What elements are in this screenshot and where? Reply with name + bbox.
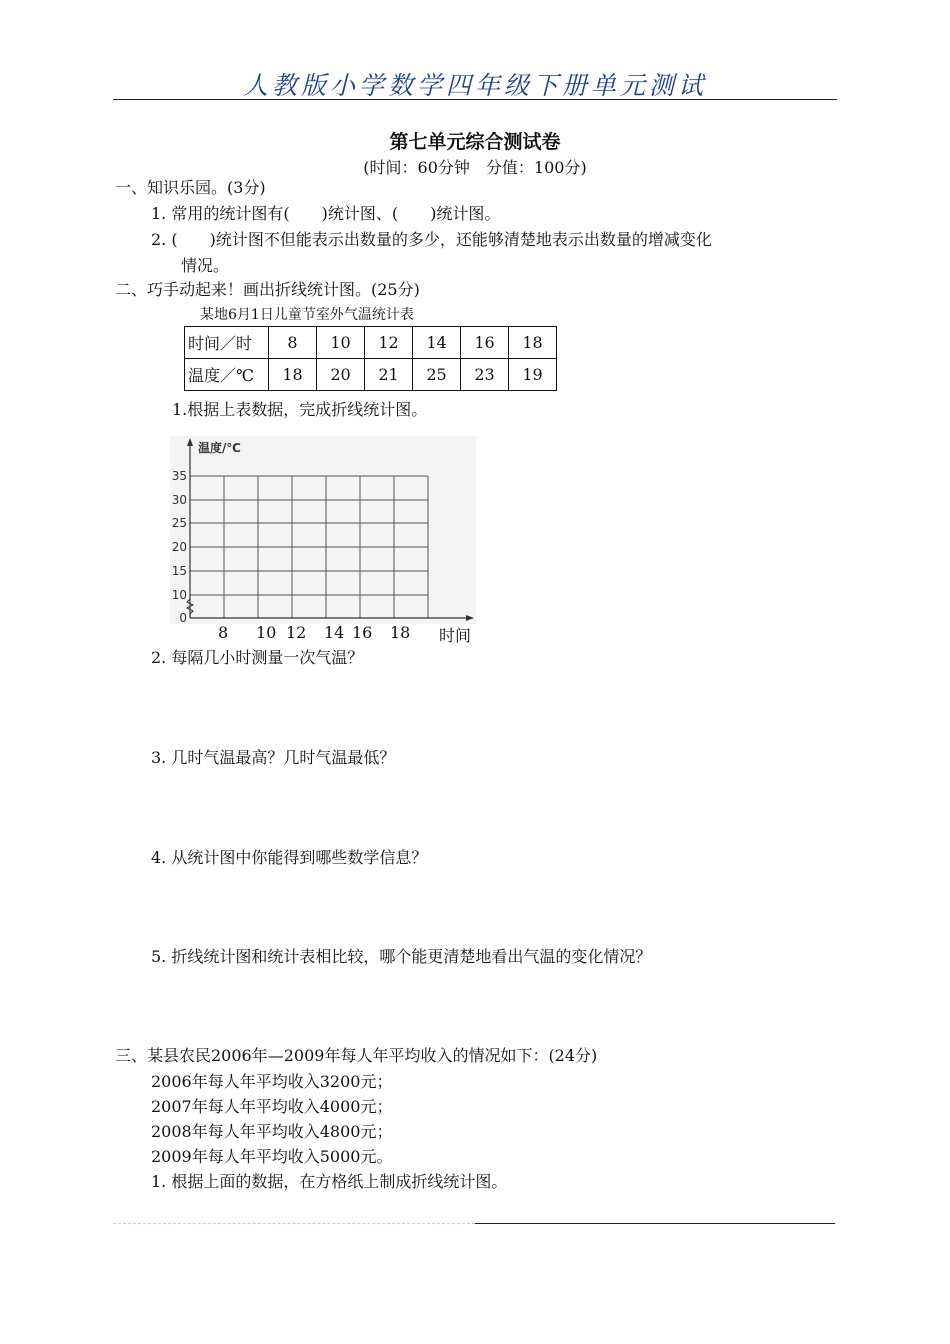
x-tick-label: 14 [324, 623, 345, 642]
section2-question-4: 4. 从统计图中你能得到哪些数学信息？ [151, 848, 428, 867]
table-cell: 14 [413, 327, 461, 359]
chart-grid [190, 476, 428, 618]
table-cell: 20 [317, 359, 365, 391]
y-tick-label: 35 [171, 469, 187, 483]
x-tick-label: 10 [256, 623, 277, 642]
income-line: 2009年每人年平均收入5000元。 [151, 1147, 393, 1166]
y-tick-label: 20 [171, 540, 187, 554]
page-subtitle: (时间：60分钟 分值：100分) [363, 158, 587, 177]
income-line: 2006年每人年平均收入3200元； [151, 1072, 393, 1091]
section2-question-1: 1.根据上表数据，完成折线统计图。 [172, 400, 428, 419]
x-tick-label: 12 [286, 623, 307, 642]
table-cell: 8 [269, 327, 317, 359]
income-line: 2008年每人年平均收入4800元； [151, 1122, 393, 1141]
table-cell: 19 [509, 359, 557, 391]
temperature-table [184, 326, 557, 391]
section2-question-3: 3. 几时气温最高？几时气温最低？ [151, 748, 396, 767]
table-row-label: 时间／时 [185, 327, 269, 359]
section1-heading: 一、知识乐园。(3分) [115, 178, 266, 197]
section1-question-2-line1: 2. ( )统计图不但能表示出数量的多少，还能够清楚地表示出数量的增减变化 [151, 230, 712, 249]
table-row [185, 359, 557, 391]
y-tick-label: 25 [171, 516, 187, 530]
y-tick-labels [172, 469, 187, 624]
y-tick-label: 0 [179, 611, 187, 624]
table-caption: 某地6月1日儿童节室外气温统计表 [200, 307, 414, 323]
page-title: 第七单元综合测试卷 [389, 131, 561, 153]
table-cell: 25 [413, 359, 461, 391]
header-title: 人教版小学数学四年级下册单元测试 [242, 71, 707, 100]
footer-divider-left [113, 1223, 475, 1224]
x-tick-label: 18 [390, 623, 411, 642]
section3-heading: 三、某县农民2006年—2009年每人年平均收入的情况如下：(24分) [115, 1046, 598, 1065]
x-tick-label: 8 [218, 623, 229, 642]
y-tick-label: 15 [171, 564, 187, 578]
y-axis-label: 温度/℃ [198, 441, 241, 455]
line-chart-area [170, 436, 476, 624]
y-tick-label: 10 [171, 588, 187, 602]
section1-question-2-line2: 情况。 [181, 256, 230, 275]
header-divider [113, 99, 837, 100]
table-row [185, 327, 557, 359]
x-axis-arrow [466, 615, 474, 621]
section3-question-1: 1. 根据上面的数据，在方格纸上制成折线统计图。 [151, 1172, 508, 1191]
table-row-label: 温度／℃ [185, 359, 269, 391]
line-chart [170, 436, 476, 624]
section1-question-1: 1. 常用的统计图有( )统计图、( )统计图。 [151, 204, 501, 223]
y-tick-label: 30 [171, 493, 187, 507]
income-line: 2007年每人年平均收入4000元； [151, 1097, 393, 1116]
section2-heading: 二、巧手动起来！画出折线统计图。(25分) [115, 280, 420, 299]
table-cell: 10 [317, 327, 365, 359]
table-cell: 18 [509, 327, 557, 359]
footer-divider-right [475, 1223, 835, 1224]
table-cell: 21 [365, 359, 413, 391]
x-tick-label: 16 [352, 623, 373, 642]
table-cell: 23 [461, 359, 509, 391]
x-axis-label: 时间 [439, 626, 472, 645]
section2-question-5: 5. 折线统计图和统计表相比较，哪个能更清楚地看出气温的变化情况？ [151, 947, 652, 966]
table-cell: 12 [365, 327, 413, 359]
table-cell: 18 [269, 359, 317, 391]
y-axis-arrow [187, 438, 193, 446]
section2-question-2: 2. 每隔几小时测量一次气温？ [151, 648, 364, 667]
table-cell: 16 [461, 327, 509, 359]
